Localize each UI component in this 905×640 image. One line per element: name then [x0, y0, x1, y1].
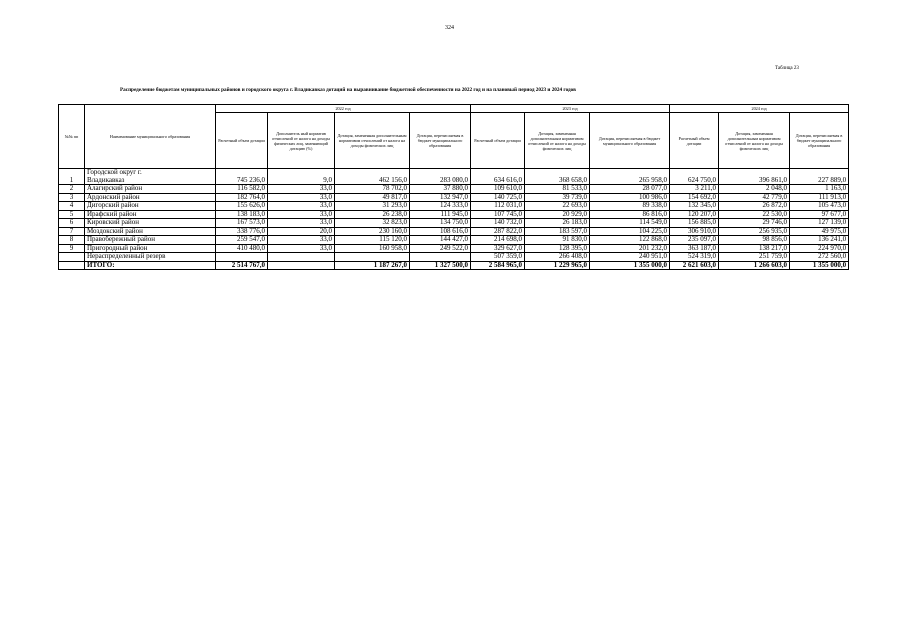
value-cell: 22 693,0 — [525, 202, 590, 211]
value-cell: 2 048,0 — [719, 185, 790, 194]
table-row — [59, 227, 849, 236]
value-cell: 306 910,0 — [670, 227, 719, 236]
value-cell: 104 225,0 — [590, 227, 670, 236]
value-cell — [335, 253, 410, 262]
value-cell: 410 480,0 — [216, 244, 268, 253]
header-year-2023: 2023 год — [471, 105, 670, 113]
municipality-name: Дигорский район — [85, 202, 216, 211]
value-cell: 156 885,0 — [670, 219, 719, 228]
value-cell: 26 238,0 — [335, 210, 410, 219]
value-cell: 240 951,0 — [590, 253, 670, 262]
row-index: 6 — [59, 219, 85, 228]
row-index: 3 — [59, 193, 85, 202]
municipality-name: Пригородный район — [85, 244, 216, 253]
value-cell: 33,0 — [268, 185, 335, 194]
header-2023-replaced: Дотация, замененная дополнительным нормативом отчислений от налога на доходы физических лиц — [525, 113, 590, 169]
value-cell: 154 692,0 — [670, 193, 719, 202]
value-cell: 105 473,0 — [790, 202, 849, 211]
value-cell: 507 359,0 — [471, 253, 525, 262]
header-name: Наименование муниципального образования — [85, 105, 216, 169]
value-cell: 136 241,0 — [790, 236, 849, 245]
value-cell: 33,0 — [268, 193, 335, 202]
value-cell: 214 698,0 — [471, 236, 525, 245]
value-cell: 111 945,0 — [410, 210, 471, 219]
value-cell: 20 929,0 — [525, 210, 590, 219]
value-cell: 108 616,0 — [410, 227, 471, 236]
municipality-name: Правобережный район — [85, 236, 216, 245]
value-cell: 251 759,0 — [719, 253, 790, 262]
value-cell: 97 677,0 — [790, 210, 849, 219]
value-cell: 259 547,0 — [216, 236, 268, 245]
allocation-table — [58, 104, 849, 270]
total-value-cell: 2 584 965,0 — [471, 261, 525, 270]
value-cell — [268, 253, 335, 262]
header-2022-replaced: Дотация, замененная дополнительным нормативом отчислений от налога на доходы физических лиц — [335, 113, 410, 169]
value-cell: 32 823,0 — [335, 219, 410, 228]
value-cell: 37 880,0 — [410, 185, 471, 194]
table-row — [59, 202, 849, 211]
municipality-name: Ирафский район — [85, 210, 216, 219]
value-cell: 89 338,0 — [590, 202, 670, 211]
value-cell: 201 232,0 — [590, 244, 670, 253]
value-cell: 138 183,0 — [216, 210, 268, 219]
value-cell: 249 522,0 — [410, 244, 471, 253]
header-2022-calc: Расчетный объем дотации — [216, 113, 268, 169]
value-cell: 132 345,0 — [670, 202, 719, 211]
header-num: №№ пп — [59, 105, 85, 169]
total-value-cell: 1 266 603,0 — [719, 261, 790, 270]
value-cell: 329 627,0 — [471, 244, 525, 253]
value-cell: 155 626,0 — [216, 202, 268, 211]
value-cell: 127 139,0 — [790, 219, 849, 228]
table-body — [59, 169, 849, 270]
value-cell: 100 986,0 — [590, 193, 670, 202]
table-row — [59, 253, 849, 262]
table-row — [59, 236, 849, 245]
table-label: Таблица 23 — [775, 66, 799, 71]
row-index — [59, 253, 85, 262]
value-cell: 182 764,0 — [216, 193, 268, 202]
value-cell: 144 427,0 — [410, 236, 471, 245]
value-cell: 120 207,0 — [670, 210, 719, 219]
value-cell: 265 958,0 — [590, 169, 670, 185]
value-cell: 111 913,0 — [790, 193, 849, 202]
row-index: 4 — [59, 202, 85, 211]
header-2022-norm: Дополнитель ный норматив отчислений от налога на доходы физических лиц, заменяющий дотацию (%) — [268, 113, 335, 169]
value-cell: 91 830,0 — [525, 236, 590, 245]
value-cell: 109 610,0 — [471, 185, 525, 194]
header-2023-transfer: Дотация, перечисляемая в бюджет муниципального образования — [590, 113, 670, 169]
value-cell: 745 236,0 — [216, 169, 268, 185]
municipality-name-line2: Владикавказ — [87, 175, 125, 184]
value-cell: 140 725,0 — [471, 193, 525, 202]
value-cell: 524 319,0 — [670, 253, 719, 262]
header-row-years — [59, 105, 849, 113]
total-index — [59, 261, 85, 270]
value-cell: 287 822,0 — [471, 227, 525, 236]
total-label: ИТОГО: — [85, 261, 216, 270]
total-value-cell: 1 187 267,0 — [335, 261, 410, 270]
value-cell: 78 702,0 — [335, 185, 410, 194]
value-cell: 634 616,0 — [471, 169, 525, 185]
value-cell: 33,0 — [268, 210, 335, 219]
value-cell: 86 816,0 — [590, 210, 670, 219]
page-number: 324 — [445, 25, 454, 31]
value-cell: 114 549,0 — [590, 219, 670, 228]
value-cell: 128 395,0 — [525, 244, 590, 253]
document-title: Распределение бюджетам муниципальных районов и городского округа г. Владикавказ дотаций на выравнивание бюджетной обеспеченности на 2022 год и на плановый период 2023 и 2024 годов — [120, 87, 576, 93]
value-cell: 224 970,0 — [790, 244, 849, 253]
value-cell: 42 779,0 — [719, 193, 790, 202]
value-cell: 81 533,0 — [525, 185, 590, 194]
row-index: 9 — [59, 244, 85, 253]
value-cell: 132 947,0 — [410, 193, 471, 202]
row-index: 7 — [59, 227, 85, 236]
value-cell: 363 187,0 — [670, 244, 719, 253]
municipality-name: Алагирский район — [85, 185, 216, 194]
table-row — [59, 185, 849, 194]
row-index: 1 — [59, 169, 85, 185]
value-cell: 116 582,0 — [216, 185, 268, 194]
value-cell: 28 077,0 — [590, 185, 670, 194]
value-cell: 462 156,0 — [335, 169, 410, 185]
table-row — [59, 244, 849, 253]
value-cell: 624 750,0 — [670, 169, 719, 185]
value-cell: 26 872,0 — [719, 202, 790, 211]
total-value-cell: 1 229 965,0 — [525, 261, 590, 270]
value-cell: 1 163,0 — [790, 185, 849, 194]
value-cell: 33,0 — [268, 236, 335, 245]
total-row — [59, 261, 849, 270]
value-cell: 33,0 — [268, 244, 335, 253]
value-cell: 26 183,0 — [525, 219, 590, 228]
value-cell — [216, 253, 268, 262]
value-cell: 227 889,0 — [790, 169, 849, 185]
value-cell: 49 817,0 — [335, 193, 410, 202]
value-cell: 338 776,0 — [216, 227, 268, 236]
header-2024-calc: Расчетный объем дотации — [670, 113, 719, 169]
municipality-name: Нераспределенный резерв — [85, 253, 216, 262]
total-value-cell: 1 327 500,0 — [410, 261, 471, 270]
municipality-name-line1: Городской округ г. — [87, 168, 142, 176]
value-cell: 33,0 — [268, 202, 335, 211]
total-value-cell: 2 514 767,0 — [216, 261, 268, 270]
value-cell: 138 217,0 — [719, 244, 790, 253]
total-value-cell: 2 621 603,0 — [670, 261, 719, 270]
value-cell: 20,0 — [268, 227, 335, 236]
header-2024-transfer: Дотация, перечисляемая в бюджет муниципального образования — [790, 113, 849, 169]
value-cell: 29 746,0 — [719, 219, 790, 228]
value-cell: 230 160,0 — [335, 227, 410, 236]
table-row — [59, 219, 849, 228]
row-index: 2 — [59, 185, 85, 194]
total-value-cell: 1 355 000,0 — [790, 261, 849, 270]
value-cell: 107 745,0 — [471, 210, 525, 219]
value-cell: 49 975,0 — [790, 227, 849, 236]
total-value-cell — [268, 261, 335, 270]
header-year-2024: 2024 год — [670, 105, 849, 113]
value-cell: 31 293,0 — [335, 202, 410, 211]
value-cell: 98 856,0 — [719, 236, 790, 245]
value-cell: 272 560,0 — [790, 253, 849, 262]
value-cell: 368 658,0 — [525, 169, 590, 185]
municipality-name: Кировский район — [85, 219, 216, 228]
municipality-name — [85, 169, 216, 185]
value-cell: 256 935,0 — [719, 227, 790, 236]
row-index: 8 — [59, 236, 85, 245]
value-cell: 9,0 — [268, 169, 335, 185]
table-row — [59, 169, 849, 185]
value-cell: 22 530,0 — [719, 210, 790, 219]
value-cell: 3 211,0 — [670, 185, 719, 194]
value-cell: 283 080,0 — [410, 169, 471, 185]
value-cell: 167 573,0 — [216, 219, 268, 228]
header-2023-calc: Расчетный объем дотации — [471, 113, 525, 169]
value-cell: 160 958,0 — [335, 244, 410, 253]
header-2022-transfer: Дотация, перечисляемая в бюджет муниципального образования — [410, 113, 471, 169]
value-cell: 122 868,0 — [590, 236, 670, 245]
value-cell: 39 739,0 — [525, 193, 590, 202]
value-cell: 266 408,0 — [525, 253, 590, 262]
value-cell: 124 333,0 — [410, 202, 471, 211]
table-row — [59, 193, 849, 202]
value-cell: 134 750,0 — [410, 219, 471, 228]
header-year-2022: 2022 год — [216, 105, 471, 113]
value-cell: 140 732,0 — [471, 219, 525, 228]
value-cell — [410, 253, 471, 262]
municipality-name: Ардонский район — [85, 193, 216, 202]
value-cell: 33,0 — [268, 219, 335, 228]
value-cell: 235 097,0 — [670, 236, 719, 245]
header-2024-replaced: Дотация, замененная дополнительным нормативом отчислений от налога на доходы физических лиц — [719, 113, 790, 169]
value-cell: 183 597,0 — [525, 227, 590, 236]
value-cell: 396 861,0 — [719, 169, 790, 185]
value-cell: 112 031,0 — [471, 202, 525, 211]
table-row — [59, 210, 849, 219]
row-index: 5 — [59, 210, 85, 219]
total-value-cell: 1 355 000,0 — [590, 261, 670, 270]
value-cell: 115 120,0 — [335, 236, 410, 245]
municipality-name: Моздокский район — [85, 227, 216, 236]
